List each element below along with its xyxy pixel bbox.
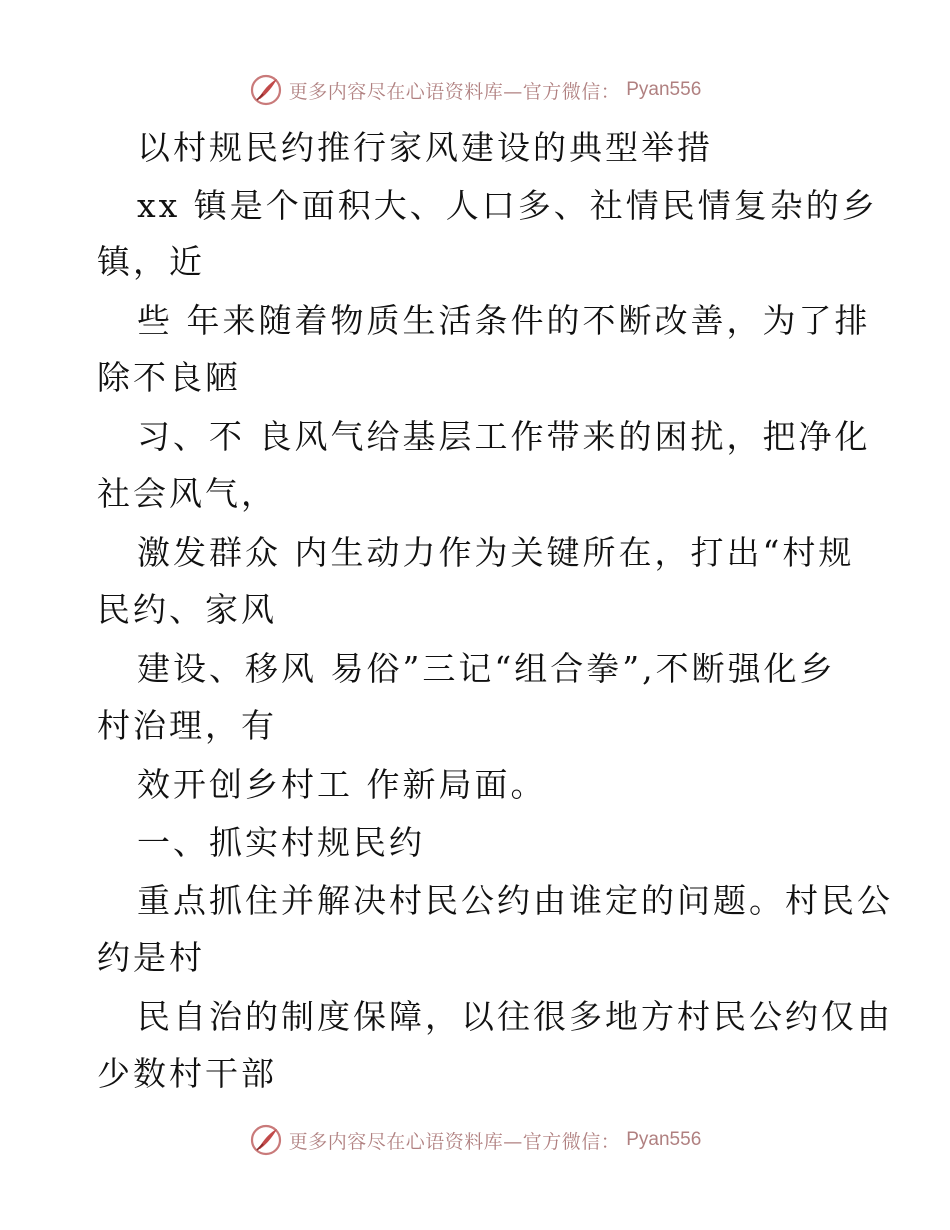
paragraph-line: 民约、家风 <box>97 590 277 629</box>
header-watermark <box>0 70 950 110</box>
paragraph-line: 村治理，有 <box>97 706 277 745</box>
footer-watermark <box>0 1120 950 1160</box>
paragraph-line: 习、不 良风气给基层工作带来的困扰，把净化 <box>137 417 871 456</box>
watermark-brand: Pyan556 <box>626 1129 702 1150</box>
paragraph-line: 少数村干部 <box>97 1054 277 1093</box>
paragraph-line: 建设、移风 易俗”三记“组合拳”,不断强化乡 <box>137 649 836 688</box>
paragraph-line: 除不良陋 <box>97 358 241 397</box>
feather-pen-logo-icon <box>249 73 283 107</box>
paragraph-line: 激发群众 内生动力作为关键所在，打出“村规 <box>137 533 855 572</box>
paragraph-line: xx 镇是个面积大、人口多、社情民情复杂的乡 <box>137 186 878 225</box>
paragraph-line: 些 年来随着物质生活条件的不断改善，为了排 <box>137 301 871 340</box>
paragraph-line: 镇，近 <box>97 242 205 281</box>
paragraph-line: 民自治的制度保障，以往很多地方村民公约仅由 <box>137 997 893 1036</box>
paragraph-line: 重点抓住并解决村民公约由谁定的问题。村民公 <box>137 881 893 920</box>
document-title: 以村规民约推行家风建设的典型举措 <box>137 128 713 167</box>
watermark-brand: Pyan556 <box>626 79 702 100</box>
watermark-text: 更多内容尽在心语资料库—官方微信： <box>288 1130 621 1153</box>
section-heading: 一、抓实村规民约 <box>137 823 425 862</box>
watermark-text: 更多内容尽在心语资料库—官方微信： <box>288 80 621 103</box>
paragraph-line: 效开创乡村工 作新局面。 <box>137 765 547 804</box>
feather-pen-logo-icon <box>249 1123 283 1157</box>
paragraph-line: 社会风气， <box>97 474 277 513</box>
paragraph-line: 约是村 <box>97 938 205 977</box>
